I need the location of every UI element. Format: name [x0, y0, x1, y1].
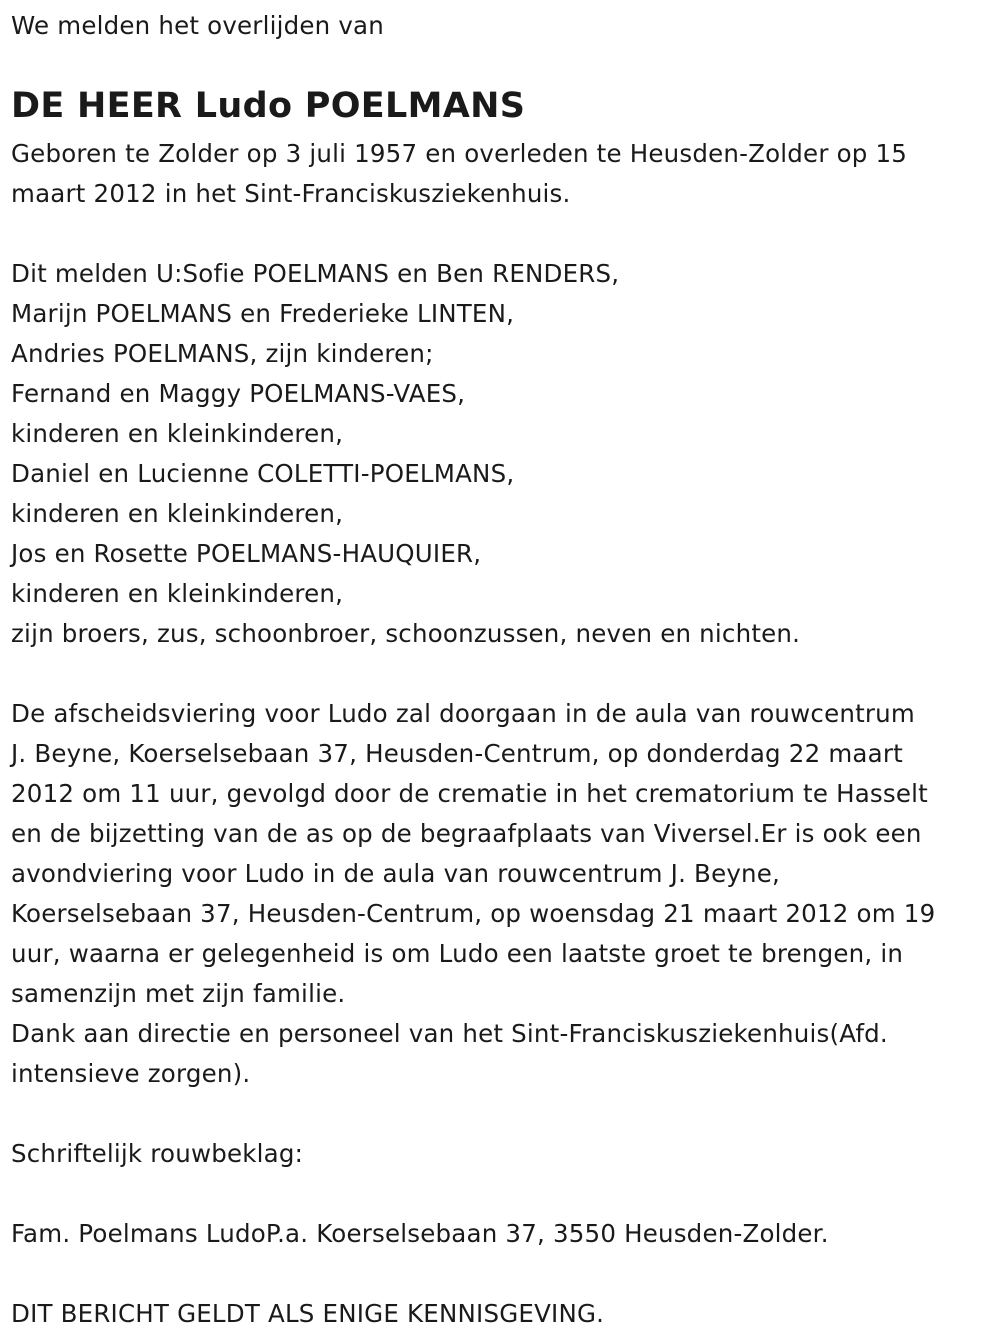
notice-text: DIT BERICHT GELDT ALS ENIGE KENNISGEVING.: [11, 1299, 605, 1328]
ceremony-line: 2012 om 11 uur, gevolgd door de crematie in het crematorium te Hasselt: [11, 779, 928, 808]
ceremony-line: De afscheidsviering voor Ludo zal doorgaan in de aula van rouwcentrum: [11, 699, 915, 728]
family-line: Andries POELMANS, zijn kinderen;: [11, 339, 434, 368]
ceremony-line: Dank aan directie en personeel van het Sint-Franciskusziekenhuis(Afd.: [11, 1019, 888, 1048]
birth-death-paragraph: [11, 134, 907, 214]
ceremony-paragraph: [11, 694, 935, 1094]
family-line: Fernand en Maggy POELMANS-VAES,: [11, 379, 466, 408]
condolence-label: [11, 1134, 303, 1174]
birth-line: Geboren te Zolder op 3 juli 1957 en overleden te Heusden-Zolder op 15: [11, 139, 908, 168]
family-line: Daniel en Lucienne COLETTI-POELMANS,: [11, 459, 515, 488]
family-line: kinderen en kleinkinderen,: [11, 499, 344, 528]
family-paragraph: [11, 254, 800, 654]
ceremony-line: uur, waarna er gelegenheid is om Ludo een laatste groet te brengen, in: [11, 939, 904, 968]
deceased-name: DE HEER Ludo POELMANS: [11, 86, 526, 126]
family-line: zijn broers, zus, schoonbroer, schoonzussen, neven en nichten.: [11, 619, 801, 648]
ceremony-line: en de bijzetting van de as op de begraafplaats van Viversel.Er is ook een: [11, 819, 922, 848]
ceremony-line: J. Beyne, Koerselsebaan 37, Heusden-Centrum, op donderdag 22 maart: [11, 739, 903, 768]
family-line: Dit melden U:Sofie POELMANS en Ben RENDERS,: [11, 259, 620, 288]
family-line: kinderen en kleinkinderen,: [11, 419, 344, 448]
family-line: Jos en Rosette POELMANS-HAUQUIER,: [11, 539, 482, 568]
address-text: Fam. Poelmans LudoP.a. Koerselsebaan 37, 3550 Heusden-Zolder.: [11, 1219, 829, 1248]
family-line: Marijn POELMANS en Frederieke LINTEN,: [11, 299, 515, 328]
birth-line: maart 2012 in het Sint-Franciskusziekenhuis.: [11, 179, 571, 208]
intro-text: We melden het overlijden van: [11, 11, 384, 40]
family-line: kinderen en kleinkinderen,: [11, 579, 344, 608]
ceremony-line: Koerselsebaan 37, Heusden-Centrum, op woensdag 21 maart 2012 om 19: [11, 899, 936, 928]
condolence-address: [11, 1214, 829, 1254]
ceremony-line: samenzijn met zijn familie.: [11, 979, 346, 1008]
ceremony-line: intensieve zorgen).: [11, 1059, 251, 1088]
notice-footer: [11, 1294, 604, 1334]
condolence-text: Schriftelijk rouwbeklag:: [11, 1139, 304, 1168]
ceremony-line: avondviering voor Ludo in de aula van rouwcentrum J. Beyne,: [11, 859, 781, 888]
